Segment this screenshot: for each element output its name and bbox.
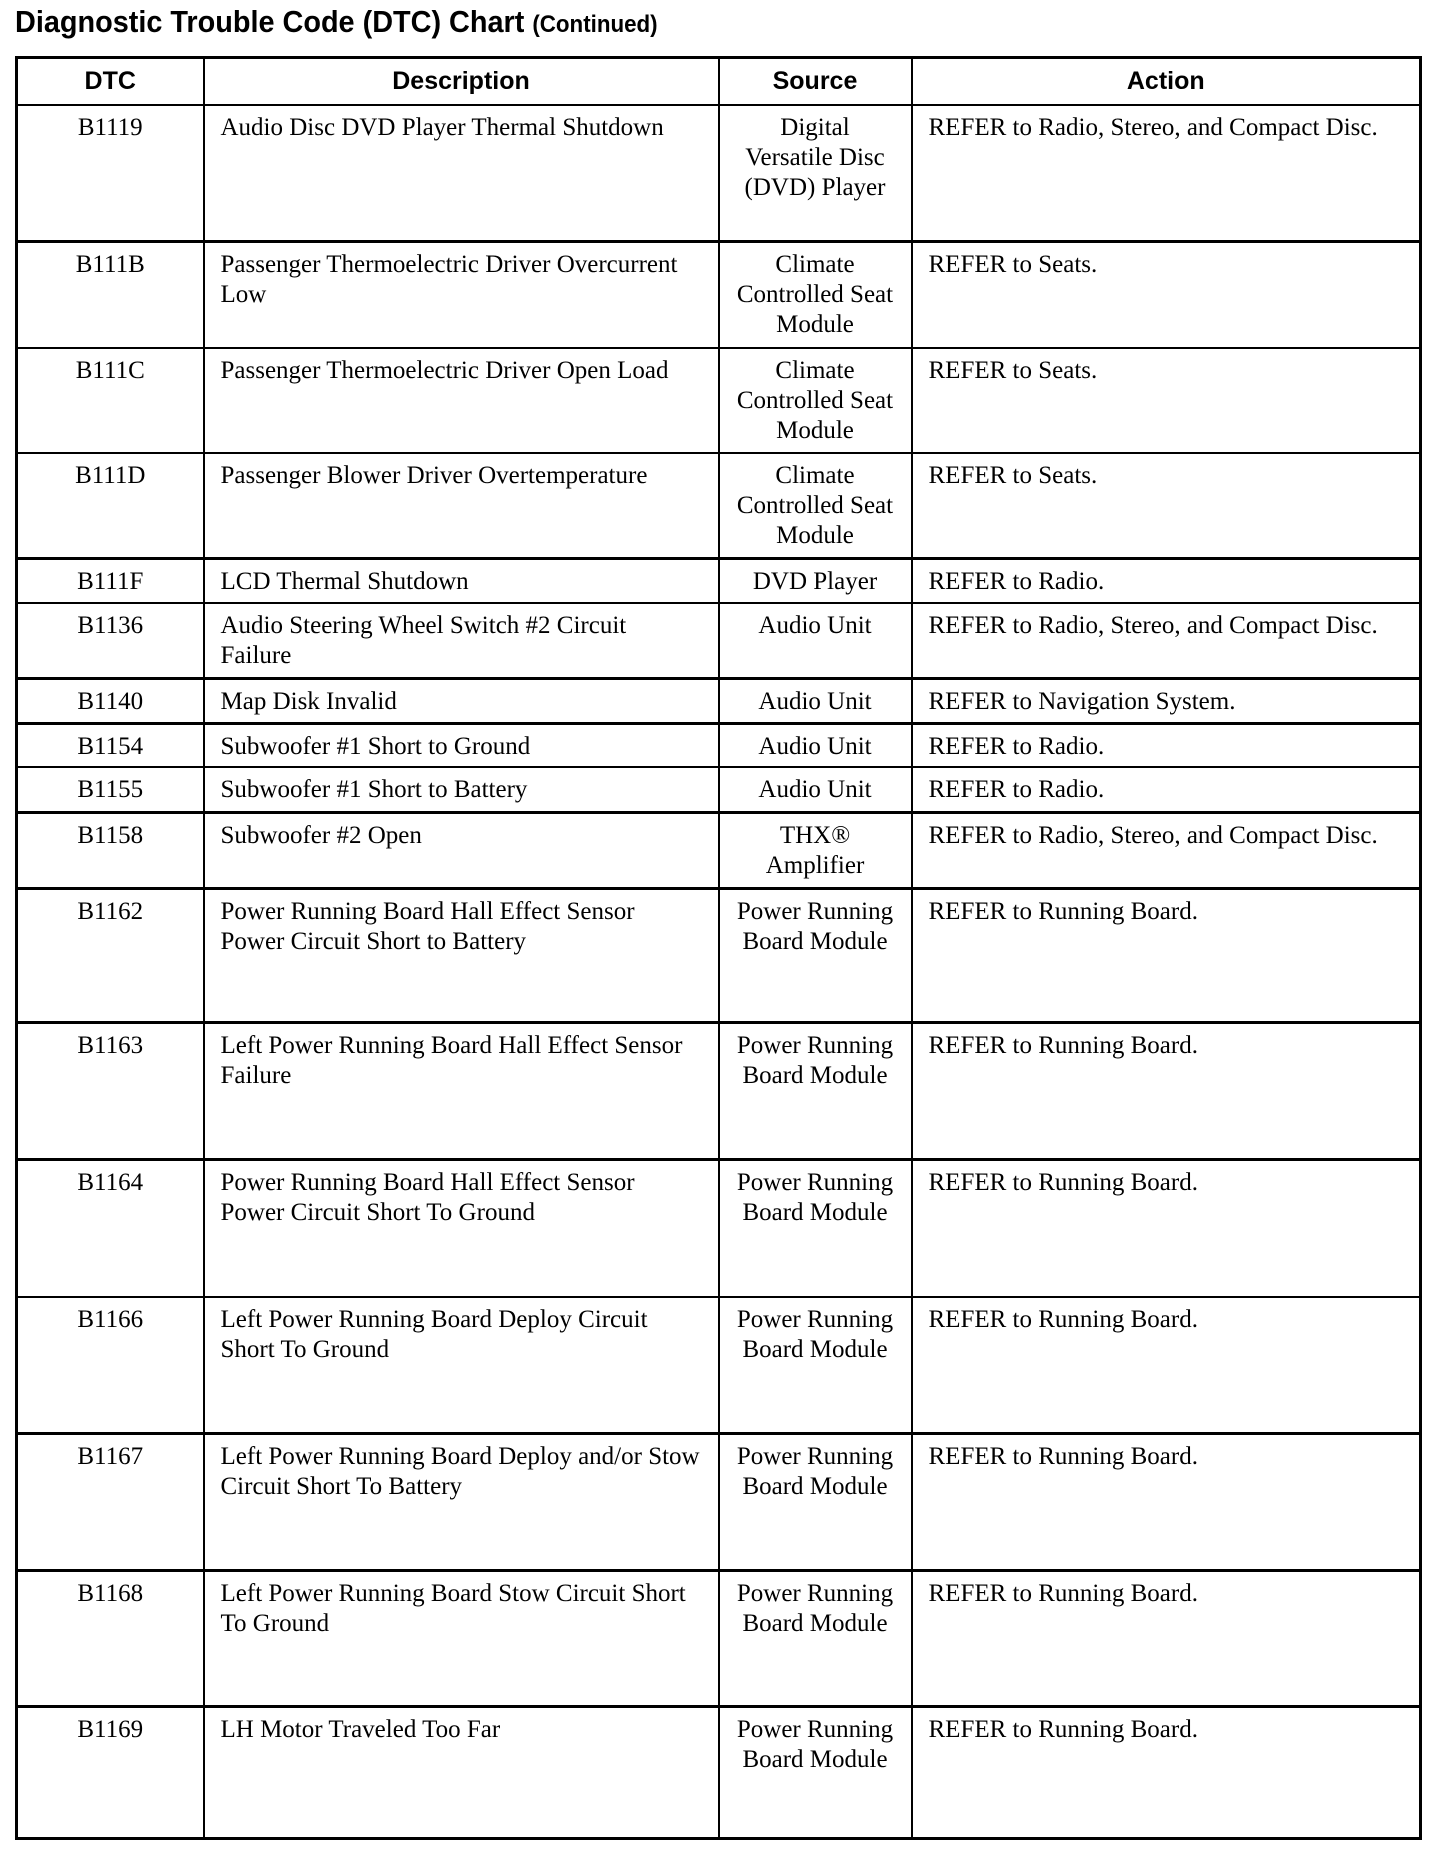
dtc-code: B1155 <box>17 767 204 812</box>
dtc-code: B1140 <box>17 678 204 723</box>
dtc-action: REFER to Seats. <box>912 453 1421 558</box>
dtc-source: Audio Unit <box>719 603 912 678</box>
dtc-action: REFER to Seats. <box>912 348 1421 453</box>
dtc-action: REFER to Running Board. <box>912 1706 1421 1838</box>
dtc-description: Left Power Running Board Deploy and/or Stow Circuit Short To Battery <box>204 1433 719 1570</box>
dtc-description: LCD Thermal Shutdown <box>204 558 719 603</box>
dtc-source: Climate Controlled Seat Module <box>719 241 912 348</box>
column-header-action: Action <box>912 58 1421 106</box>
dtc-description: Passenger Blower Driver Overtemperature <box>204 453 719 558</box>
dtc-description: LH Motor Traveled Too Far <box>204 1706 719 1838</box>
table-row <box>17 1022 1421 1159</box>
dtc-source: Audio Unit <box>719 767 912 812</box>
table-row <box>17 678 1421 723</box>
dtc-action: REFER to Radio, Stereo, and Compact Disc. <box>912 812 1421 888</box>
dtc-action: REFER to Radio, Stereo, and Compact Disc. <box>912 105 1421 241</box>
dtc-code: B1166 <box>17 1297 204 1433</box>
dtc-action: REFER to Running Board. <box>912 1159 1421 1297</box>
dtc-description: Left Power Running Board Hall Effect Sensor Failure <box>204 1022 719 1159</box>
dtc-source: Audio Unit <box>719 678 912 723</box>
dtc-action: REFER to Radio. <box>912 558 1421 603</box>
dtc-description: Power Running Board Hall Effect Sensor Power Circuit Short To Ground <box>204 1159 719 1297</box>
dtc-source: Climate Controlled Seat Module <box>719 348 912 453</box>
table-row <box>17 1159 1421 1297</box>
table-row <box>17 767 1421 812</box>
page-title-text: Diagnostic Trouble Code (DTC) Chart <box>15 4 525 39</box>
dtc-code: B1119 <box>17 105 204 241</box>
dtc-source: Audio Unit <box>719 723 912 767</box>
table-row <box>17 558 1421 603</box>
dtc-source: Digital Versatile Disc (DVD) Player <box>719 105 912 241</box>
dtc-description: Subwoofer #1 Short to Battery <box>204 767 719 812</box>
dtc-description: Audio Disc DVD Player Thermal Shutdown <box>204 105 719 241</box>
dtc-description: Left Power Running Board Deploy Circuit Short To Ground <box>204 1297 719 1433</box>
dtc-code: B1162 <box>17 888 204 1022</box>
dtc-source: Climate Controlled Seat Module <box>719 453 912 558</box>
dtc-action: REFER to Radio. <box>912 723 1421 767</box>
table-row <box>17 348 1421 453</box>
dtc-source: Power Running Board Module <box>719 1159 912 1297</box>
dtc-code: B111B <box>17 241 204 348</box>
table-row <box>17 453 1421 558</box>
dtc-description: Power Running Board Hall Effect Sensor Power Circuit Short to Battery <box>204 888 719 1022</box>
column-header-description: Description <box>204 58 719 106</box>
dtc-description: Subwoofer #2 Open <box>204 812 719 888</box>
dtc-description: Passenger Thermoelectric Driver Open Load <box>204 348 719 453</box>
column-header-dtc: DTC <box>17 58 204 106</box>
dtc-action: REFER to Running Board. <box>912 1570 1421 1706</box>
dtc-description: Passenger Thermoelectric Driver Overcurrent Low <box>204 241 719 348</box>
dtc-code: B1164 <box>17 1159 204 1297</box>
dtc-code: B1167 <box>17 1433 204 1570</box>
table-header-row <box>17 58 1421 106</box>
dtc-code: B1168 <box>17 1570 204 1706</box>
dtc-action: REFER to Running Board. <box>912 1022 1421 1159</box>
dtc-source: THX® Amplifier <box>719 812 912 888</box>
table-row <box>17 888 1421 1022</box>
dtc-code: B1136 <box>17 603 204 678</box>
dtc-action: REFER to Radio. <box>912 767 1421 812</box>
dtc-code: B1169 <box>17 1706 204 1838</box>
table-row <box>17 1433 1421 1570</box>
table-row <box>17 1706 1421 1838</box>
dtc-code: B111D <box>17 453 204 558</box>
dtc-source: Power Running Board Module <box>719 1433 912 1570</box>
dtc-description: Subwoofer #1 Short to Ground <box>204 723 719 767</box>
table-row <box>17 1297 1421 1433</box>
dtc-description: Audio Steering Wheel Switch #2 Circuit Failure <box>204 603 719 678</box>
dtc-action: REFER to Seats. <box>912 241 1421 348</box>
table-row <box>17 603 1421 678</box>
dtc-source: Power Running Board Module <box>719 1297 912 1433</box>
table-row <box>17 241 1421 348</box>
dtc-source: Power Running Board Module <box>719 1570 912 1706</box>
dtc-action: REFER to Running Board. <box>912 888 1421 1022</box>
dtc-source: Power Running Board Module <box>719 1022 912 1159</box>
dtc-source: DVD Player <box>719 558 912 603</box>
dtc-code: B111C <box>17 348 204 453</box>
dtc-source: Power Running Board Module <box>719 888 912 1022</box>
page-title-suffix: (Continued) <box>532 11 658 38</box>
dtc-table <box>15 56 1422 1840</box>
dtc-action: REFER to Navigation System. <box>912 678 1421 723</box>
table-row <box>17 105 1421 241</box>
table-row <box>17 812 1421 888</box>
dtc-table-body <box>17 105 1421 1838</box>
dtc-code: B111F <box>17 558 204 603</box>
dtc-description: Map Disk Invalid <box>204 678 719 723</box>
dtc-action: REFER to Running Board. <box>912 1433 1421 1570</box>
dtc-action: REFER to Radio, Stereo, and Compact Disc. <box>912 603 1421 678</box>
dtc-code: B1158 <box>17 812 204 888</box>
table-row <box>17 723 1421 767</box>
dtc-code: B1163 <box>17 1022 204 1159</box>
page-title <box>15 2 658 45</box>
dtc-code: B1154 <box>17 723 204 767</box>
dtc-description: Left Power Running Board Stow Circuit Short To Ground <box>204 1570 719 1706</box>
dtc-source: Power Running Board Module <box>719 1706 912 1838</box>
table-row <box>17 1570 1421 1706</box>
column-header-source: Source <box>719 58 912 106</box>
dtc-action: REFER to Running Board. <box>912 1297 1421 1433</box>
